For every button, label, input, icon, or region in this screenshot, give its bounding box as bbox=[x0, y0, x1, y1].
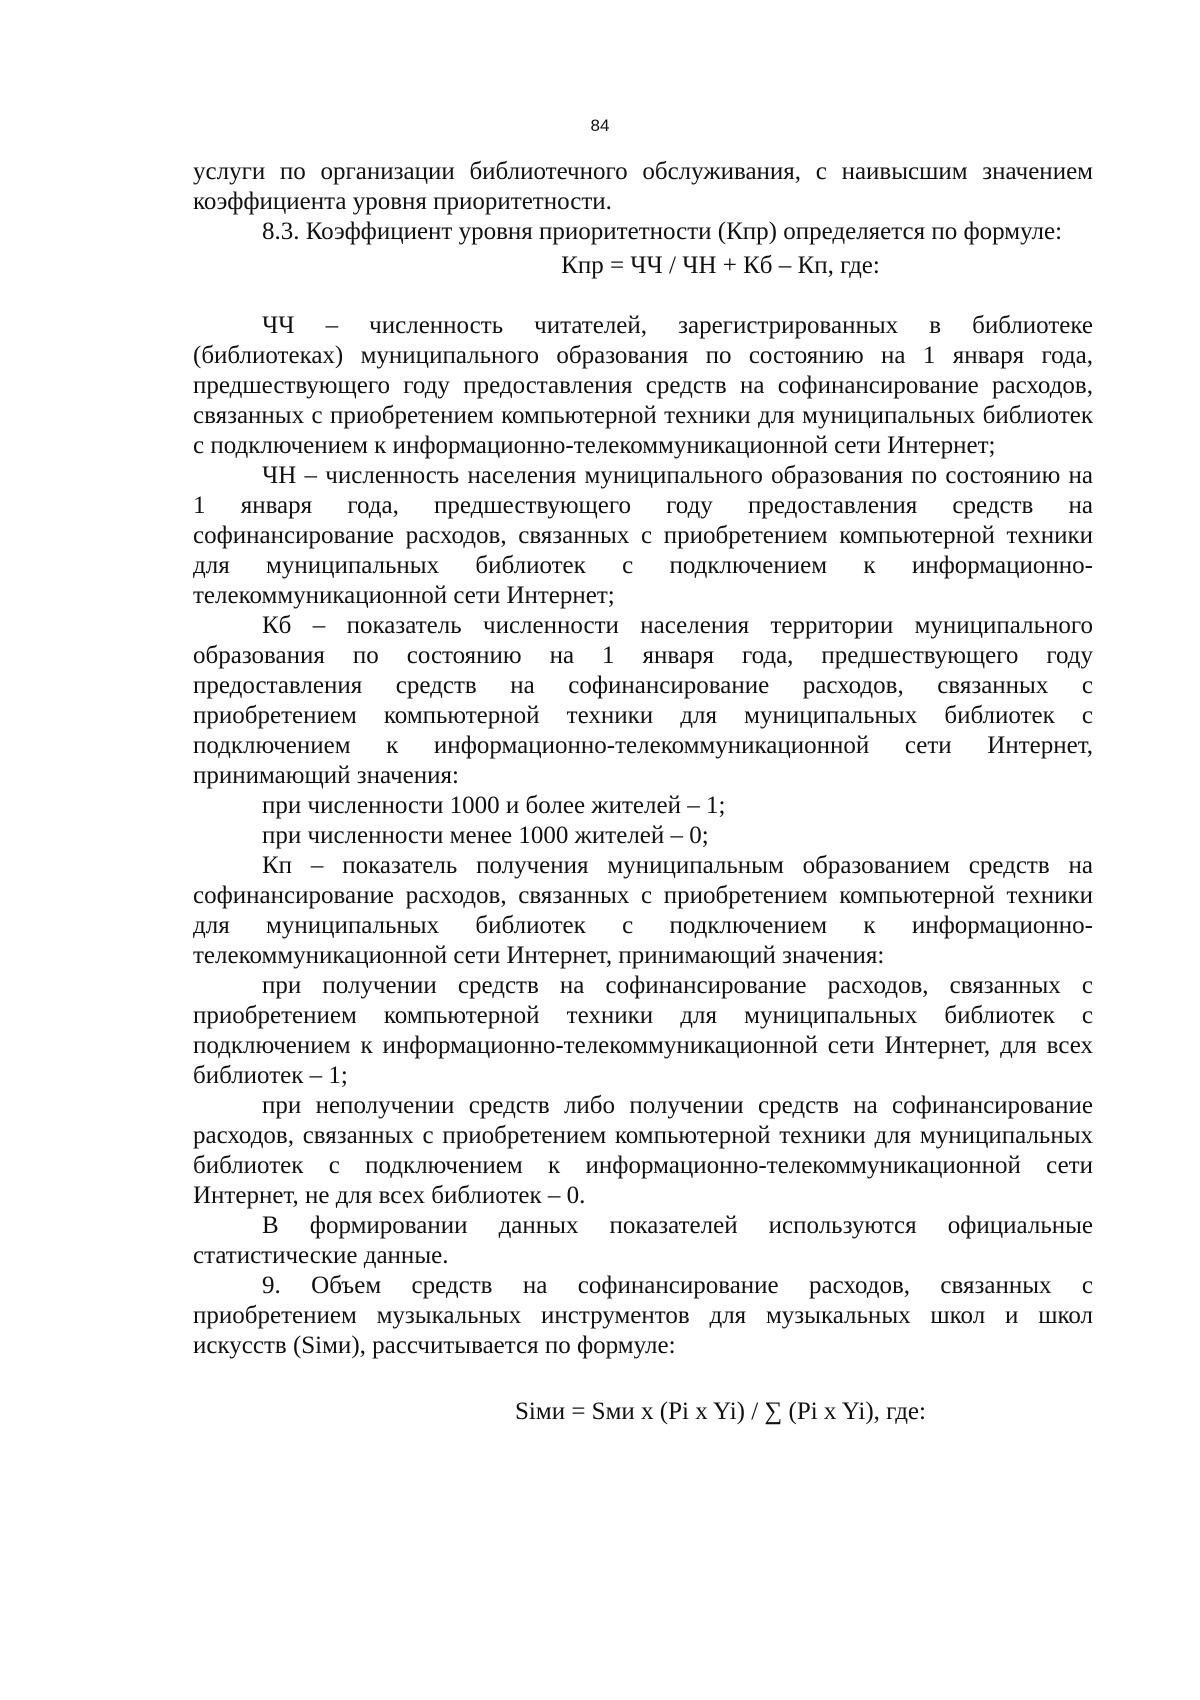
kb-value-0: при численности менее 1000 жителей – 0; bbox=[262, 822, 709, 849]
paragraph-chn-definition: ЧН – численность населения муниципального образования по состоянию на 1 января года, предшествующего году предоставления средств на софинансирование расходов, связанных с приобретением компьютерной техники для муниципальных библиотек с подключением к информационно-телекоммуникационной сети Интернет; bbox=[193, 462, 1093, 609]
document-body bbox=[193, 157, 1093, 1427]
paragraph-continuation: услуги по организации библиотечного обслуживания, с наивысшим значением коэффициента уровня приоритетности. bbox=[193, 158, 1093, 215]
formula-simi: Siми = Sми x (Pi x Yi) / ∑ (Pi x Yi), где: bbox=[515, 1398, 926, 1425]
paragraph-8-3: 8.3. Коэффициент уровня приоритетности (Кпр) определяется по формуле: bbox=[262, 218, 1063, 245]
kp-value-1: при получении средств на софинансирование расходов, связанных с приобретением компьютерной техники для муниципальных библиотек с подключением к информационно-телекоммуникационной сети Интернет, для всех библиотек – 1; bbox=[193, 972, 1093, 1089]
paragraph-chch-definition: ЧЧ – численность читателей, зарегистрированных в библиотеке (библиотеках) муниципального образования по состоянию на 1 января года, предшествующего году предоставления средств на софинансирование расходов, связанных с приобретением компьютерной техники для муниципальных библиотек с подключением к информационно-телекоммуникационной сети Интернет; bbox=[193, 312, 1093, 459]
paragraph-kp-definition: Кп – показатель получения муниципальным образованием средств на софинансирование расходов, связанных с приобретением компьютерной техники для муниципальных библиотек с подключением к информационно-телекоммуникационной сети Интернет, принимающий значения: bbox=[193, 852, 1093, 969]
kp-value-0: при неполучении средств либо получении средств на софинансирование расходов, связанных с приобретением компьютерной техники для муниципальных библиотек с подключением к информационно-телекоммуникационной сети Интернет, не для всех библиотек – 0. bbox=[193, 1092, 1093, 1209]
formula-kpr: Кпр = ЧЧ / ЧН + Кб – Кп, где: bbox=[561, 252, 880, 279]
paragraph-9: 9. Объем средств на софинансирование расходов, связанных с приобретением музыкальных инструментов для музыкальных школ и школ искусств (Siми), рассчитывается по формуле: bbox=[193, 1272, 1093, 1359]
kb-value-1: при численности 1000 и более жителей – 1; bbox=[262, 792, 726, 819]
page-number: 84 bbox=[590, 116, 610, 135]
paragraph-statistics: В формировании данных показателей используются официальные статистические данные. bbox=[193, 1212, 1093, 1269]
paragraph-kb-definition: Кб – показатель численности населения территории муниципального образования по состоянию на 1 января года, предшествующего году предоставления средств на софинансирование расходов, связанных с приобретением компьютерной техники для муниципальных библиотек с подключением к информационно-телекоммуникационной сети Интернет, принимающий значения: bbox=[193, 612, 1093, 789]
